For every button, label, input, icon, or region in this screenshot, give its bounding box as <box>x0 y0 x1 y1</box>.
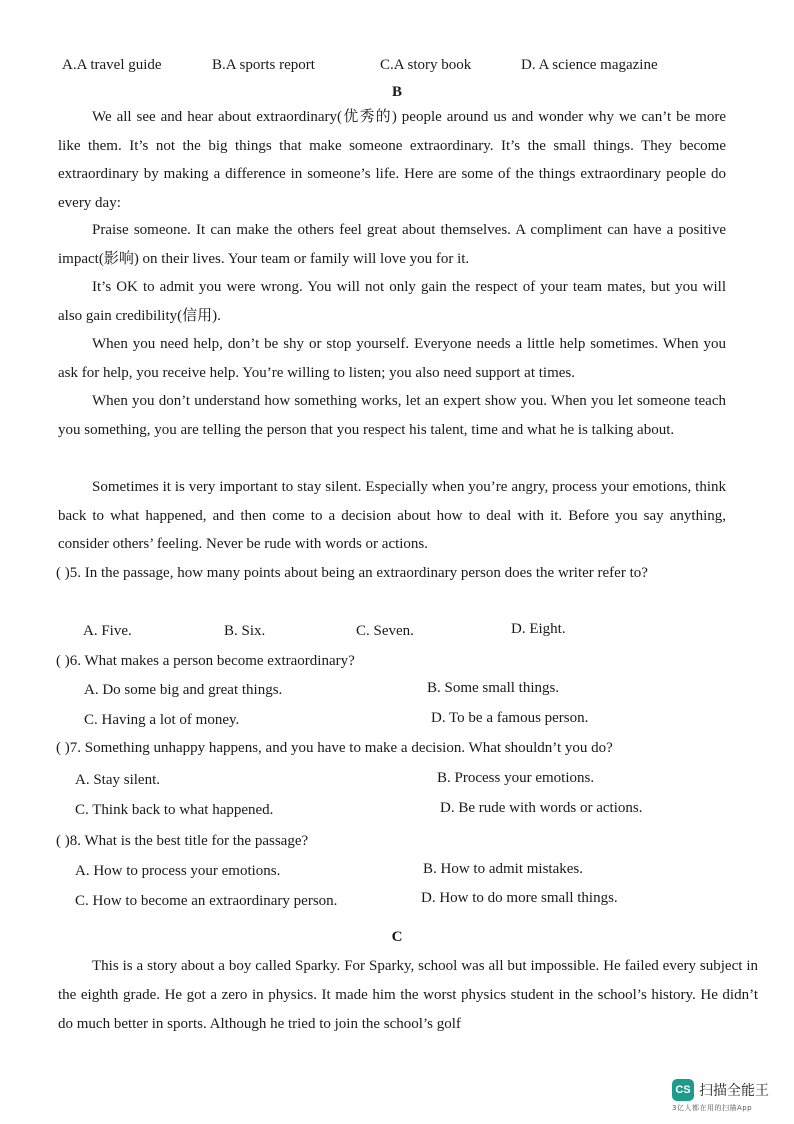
q5-option-c: C. Seven. <box>356 623 414 639</box>
option-b: B.A sports report <box>212 57 315 73</box>
q6-option-b: B. Some small things. <box>427 680 560 696</box>
q5-option-a: A. Five. <box>83 623 132 639</box>
q7-option-c: C. Think back to what happened. <box>75 802 274 818</box>
scanner-watermark <box>672 1079 784 1113</box>
q6-option-a: A. Do some big and great things. <box>84 682 283 698</box>
q8-option-b: B. How to admit mistakes. <box>423 861 583 877</box>
paragraph: Sometimes it is very important to stay silent. Especially when you’re angry, process your emotions, think back to what happened, and then come to a decision about how to deal with it. Before you say anything, consider others’ feeling. Never be rude with words or actions. <box>58 479 726 553</box>
paragraph: This is a story about a boy called Sparky. For Sparky, school was all but impossible. He failed every subject in the eighth grade. He got a zero in physics. It made him the worst physics student in the school’s history. He didn’t do much better in sports. Although he tried to join the school’s golf <box>58 958 758 1032</box>
q8-option-a: A. How to process your emotions. <box>75 863 281 879</box>
q8-option-d: D. How to do more small things. <box>421 890 618 906</box>
paragraph: When you don’t understand how something works, let an expert show you. When you let someone teach you something, you are telling the person that you respect his talent, time and what he is talking about. <box>58 393 726 438</box>
option-d: D. A science magazine <box>521 57 658 73</box>
q7-option-a: A. Stay silent. <box>75 772 160 788</box>
section-c-heading: C <box>391 929 403 945</box>
q6-option-d: D. To be a famous person. <box>431 710 589 726</box>
option-a: A.A travel guide <box>62 57 162 73</box>
question-5-stem: ( )5. In the passage, how many points about being an extraordinary person does the writer refer to? <box>56 565 648 581</box>
q8-option-c: C. How to become an extraordinary person. <box>75 893 338 909</box>
watermark-tagline: 3亿人都在用的扫描App <box>672 1104 753 1112</box>
question-7-stem: ( )7. Something unhappy happens, and you have to make a decision. What shouldn’t you do? <box>56 740 613 756</box>
option-c: C.A story book <box>380 57 472 73</box>
camscanner-logo-icon: CS <box>672 1079 694 1101</box>
paragraph: We all see and hear about extraordinary(优秀的) people around us and wonder why we can’t be more like them. It’s not the big things that make someone extraordinary. It’s the small things. They become extraordinary by making a difference in someone’s life. Here are some of the things extraordinary people do every day: <box>58 109 726 211</box>
section-b-heading: B <box>391 84 402 100</box>
watermark-name: 扫描全能王 <box>699 1083 769 1099</box>
paragraph: It’s OK to admit you were wrong. You will not only gain the respect of your team mates, but you will also gain credibility(信用). <box>58 279 726 324</box>
q6-option-c: C. Having a lot of money. <box>84 712 240 728</box>
paragraph: When you need help, don’t be shy or stop yourself. Everyone needs a little help sometimes. When you ask for help, you receive help. You’re willing to listen; you also need support at times. <box>58 336 726 381</box>
q7-option-b: B. Process your emotions. <box>437 770 595 786</box>
q5-option-b: B. Six. <box>224 623 266 639</box>
question-6-stem: ( )6. What makes a person become extraordinary? <box>56 653 355 669</box>
question-8-stem: ( )8. What is the best title for the passage? <box>56 833 309 849</box>
previous-question-options <box>62 57 742 77</box>
paragraph: Praise someone. It can make the others feel great about themselves. A compliment can have a positive impact(影响) on their lives. Your team or family will love you for it. <box>58 222 726 267</box>
q7-option-d: D. Be rude with words or actions. <box>440 800 643 816</box>
q5-option-d: D. Eight. <box>511 621 566 637</box>
